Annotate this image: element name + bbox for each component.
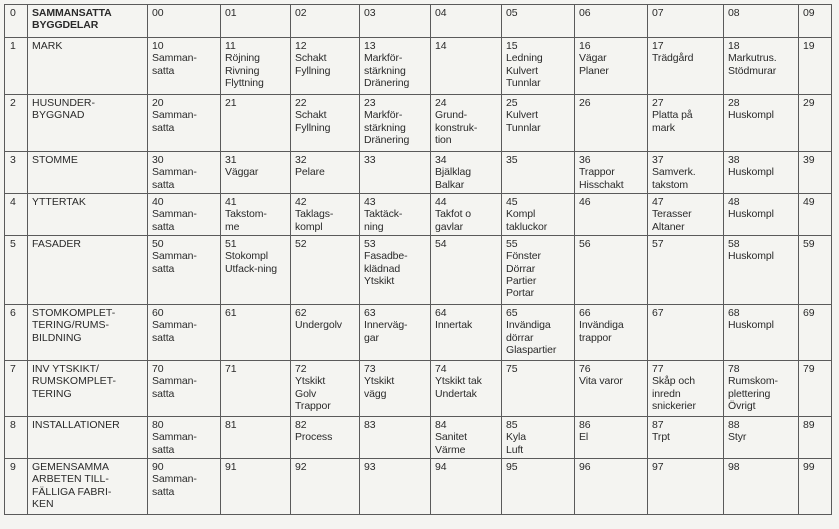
- table-cell: 49: [799, 194, 832, 236]
- table-cell: 31 Väggar: [221, 152, 291, 194]
- table-cell: 19: [799, 38, 832, 95]
- table-cell: 57: [648, 236, 724, 305]
- table-cell: 95: [502, 459, 575, 515]
- row-number: 6: [5, 305, 28, 361]
- header-row-label: 0: [5, 5, 28, 38]
- row-category-name: HUSUNDER- BYGGNAD: [28, 95, 148, 152]
- table-cell: 85 Kyla Luft: [502, 417, 575, 459]
- column-header: 06: [575, 5, 648, 38]
- table-cell: 47 Terasser Altaner: [648, 194, 724, 236]
- table-cell: 27 Platta på mark: [648, 95, 724, 152]
- table-body: [5, 38, 832, 515]
- table-cell: 59: [799, 236, 832, 305]
- row-category-name: GEMENSAMMA ARBETEN TILL- FÄLLIGA FABRI- KEN: [28, 459, 148, 515]
- table-cell: 56: [575, 236, 648, 305]
- column-header: 02: [291, 5, 360, 38]
- row-category-name: FASADER: [28, 236, 148, 305]
- table-cell: 50 Samman- satta: [148, 236, 221, 305]
- table-cell: 13 Markför- stärkning Dränering: [360, 38, 431, 95]
- table-cell: 72 Ytskikt Golv Trappor: [291, 361, 360, 417]
- row-number: 3: [5, 152, 28, 194]
- column-header: 05: [502, 5, 575, 38]
- table-cell: 43 Taktäck- ning: [360, 194, 431, 236]
- table-cell: 77 Skåp och inredn snickerier: [648, 361, 724, 417]
- table-cell: 88 Styr: [724, 417, 799, 459]
- table-cell: 35: [502, 152, 575, 194]
- table-cell: 82 Process: [291, 417, 360, 459]
- classification-document: [4, 4, 831, 515]
- row-category-name: INV YTSKIKT/ RUMSKOMPLET- TERING: [28, 361, 148, 417]
- row-category-name: STOMME: [28, 152, 148, 194]
- row-category-name: STOMKOMPLET- TERING/RUMS- BILDNING: [28, 305, 148, 361]
- row-number: 4: [5, 194, 28, 236]
- table-cell: 14: [431, 38, 502, 95]
- row-number: 5: [5, 236, 28, 305]
- table-cell: 90 Samman- satta: [148, 459, 221, 515]
- table-row: [5, 417, 832, 459]
- table-cell: 32 Pelare: [291, 152, 360, 194]
- classification-table: [4, 4, 832, 515]
- table-cell: 29: [799, 95, 832, 152]
- table-cell: 37 Samverk. takstom: [648, 152, 724, 194]
- table-cell: 38 Huskompl: [724, 152, 799, 194]
- table-cell: 53 Fasadbe- klädnad Ytskikt: [360, 236, 431, 305]
- table-row: [5, 194, 832, 236]
- table-cell: 97: [648, 459, 724, 515]
- row-number: 2: [5, 95, 28, 152]
- table-cell: 67: [648, 305, 724, 361]
- table-cell: 93: [360, 459, 431, 515]
- table-row: [5, 38, 832, 95]
- table-cell: 36 Trappor Hisschakt: [575, 152, 648, 194]
- table-cell: 40 Samman- satta: [148, 194, 221, 236]
- table-cell: 12 Schakt Fyllning: [291, 38, 360, 95]
- table-cell: 81: [221, 417, 291, 459]
- table-cell: 68 Huskompl: [724, 305, 799, 361]
- table-cell: 65 Invändiga dörrar Glaspartier: [502, 305, 575, 361]
- table-cell: 92: [291, 459, 360, 515]
- column-header: 08: [724, 5, 799, 38]
- table-cell: 26: [575, 95, 648, 152]
- row-number: 9: [5, 459, 28, 515]
- table-cell: 24 Grund- konstruk- tion: [431, 95, 502, 152]
- table-cell: 69: [799, 305, 832, 361]
- table-cell: 42 Taklags- kompl: [291, 194, 360, 236]
- table-cell: 98: [724, 459, 799, 515]
- table-cell: 20 Samman- satta: [148, 95, 221, 152]
- table-cell: 54: [431, 236, 502, 305]
- column-header: 01: [221, 5, 291, 38]
- table-cell: 74 Ytskikt tak Undertak: [431, 361, 502, 417]
- table-cell: 17 Trädgård: [648, 38, 724, 95]
- table-cell: 86 El: [575, 417, 648, 459]
- table-cell: 73 Ytskikt vägg: [360, 361, 431, 417]
- table-cell: 63 Innerväg- gar: [360, 305, 431, 361]
- table-cell: 44 Takfot o gavlar: [431, 194, 502, 236]
- header-row: [5, 5, 832, 38]
- table-row: [5, 361, 832, 417]
- column-header: 03: [360, 5, 431, 38]
- table-cell: 66 Invändiga trappor: [575, 305, 648, 361]
- table-cell: 75: [502, 361, 575, 417]
- table-cell: 22 Schakt Fyllning: [291, 95, 360, 152]
- table-cell: 87 Trpt: [648, 417, 724, 459]
- table-cell: 84 Sanitet Värme: [431, 417, 502, 459]
- table-cell: 62 Undergolv: [291, 305, 360, 361]
- table-cell: 58 Huskompl: [724, 236, 799, 305]
- table-cell: 64 Innertak: [431, 305, 502, 361]
- table-cell: 23 Markför- stärkning Dränering: [360, 95, 431, 152]
- row-category-name: MARK: [28, 38, 148, 95]
- table-cell: 94: [431, 459, 502, 515]
- table-cell: 52: [291, 236, 360, 305]
- table-cell: 21: [221, 95, 291, 152]
- table-cell: 76 Vita varor: [575, 361, 648, 417]
- table-cell: 33: [360, 152, 431, 194]
- column-header: 09: [799, 5, 832, 38]
- table-cell: 45 Kompl takluckor: [502, 194, 575, 236]
- table-row: [5, 305, 832, 361]
- column-header: 00: [148, 5, 221, 38]
- table-cell: 99: [799, 459, 832, 515]
- row-number: 8: [5, 417, 28, 459]
- table-cell: 46: [575, 194, 648, 236]
- table-cell: 16 Vägar Planer: [575, 38, 648, 95]
- table-cell: 96: [575, 459, 648, 515]
- column-header: 07: [648, 5, 724, 38]
- table-cell: 41 Takstom- me: [221, 194, 291, 236]
- table-cell: 70 Samman- satta: [148, 361, 221, 417]
- table-cell: 15 Ledning Kulvert Tunnlar: [502, 38, 575, 95]
- table-cell: 80 Samman- satta: [148, 417, 221, 459]
- table-cell: 11 Röjning Rivning Flyttning: [221, 38, 291, 95]
- table-cell: 71: [221, 361, 291, 417]
- table-cell: 91: [221, 459, 291, 515]
- row-category-name: INSTALLATIONER: [28, 417, 148, 459]
- table-row: [5, 459, 832, 515]
- table-cell: 30 Samman- satta: [148, 152, 221, 194]
- table-cell: 48 Huskompl: [724, 194, 799, 236]
- row-category-name: YTTERTAK: [28, 194, 148, 236]
- table-cell: 89: [799, 417, 832, 459]
- table-cell: 18 Markutrus. Stödmurar: [724, 38, 799, 95]
- table-cell: 10 Samman- satta: [148, 38, 221, 95]
- table-cell: 83: [360, 417, 431, 459]
- table-cell: 61: [221, 305, 291, 361]
- table-row: [5, 236, 832, 305]
- row-number: 7: [5, 361, 28, 417]
- row-number: 1: [5, 38, 28, 95]
- table-cell: 79: [799, 361, 832, 417]
- column-header: 04: [431, 5, 502, 38]
- table-cell: 34 Bjälklag Balkar: [431, 152, 502, 194]
- header-title: SAMMANSATTA BYGGDELAR: [28, 5, 148, 38]
- table-cell: 78 Rumskom- plettering Övrigt: [724, 361, 799, 417]
- table-cell: 51 Stokompl Utfack-ning: [221, 236, 291, 305]
- table-cell: 55 Fönster Dörrar Partier Portar: [502, 236, 575, 305]
- table-cell: 25 Kulvert Tunnlar: [502, 95, 575, 152]
- table-row: [5, 95, 832, 152]
- table-cell: 39: [799, 152, 832, 194]
- table-row: [5, 152, 832, 194]
- table-cell: 28 Huskompl: [724, 95, 799, 152]
- table-cell: 60 Samman- satta: [148, 305, 221, 361]
